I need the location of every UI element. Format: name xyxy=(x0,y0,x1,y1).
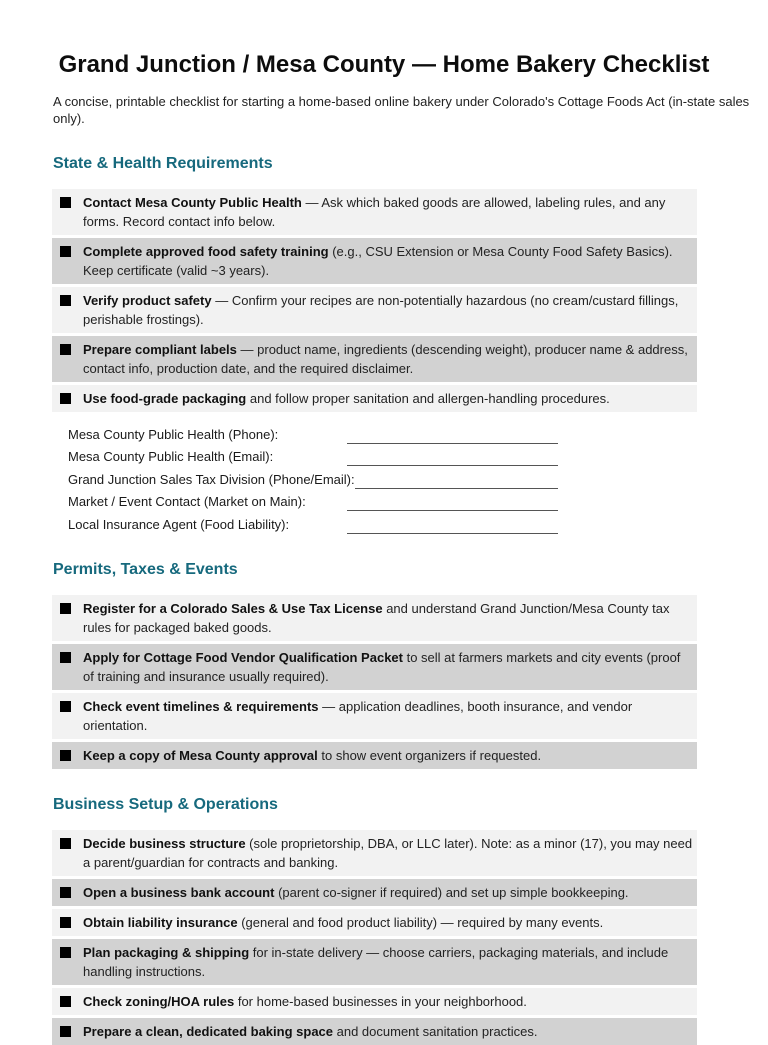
checkbox-icon xyxy=(60,701,71,712)
contact-field-label: Grand Junction Sales Tax Division (Phone/Email): xyxy=(68,471,355,487)
checklist-item-lead: Complete approved food safety training xyxy=(83,244,329,259)
checklist-item-text xyxy=(83,943,693,981)
checklist-item xyxy=(52,336,697,382)
contact-field-label: Market / Event Contact (Market on Main): xyxy=(68,494,306,509)
contact-field-row xyxy=(68,489,558,512)
checklist-item-detail: for in-state delivery — choose carriers, packaging materials, and include handling instructions. xyxy=(83,944,669,979)
fill-in-blank-line xyxy=(355,474,558,489)
checklist-item-text xyxy=(83,291,693,329)
checkbox-icon xyxy=(60,947,71,958)
checklist-item xyxy=(52,1018,697,1045)
contact-fields xyxy=(68,421,558,534)
checklist xyxy=(52,189,697,412)
checklist-item-text xyxy=(83,697,693,735)
checklist-item-detail: (parent co-signer if required) and set up simple bookkeeping. xyxy=(274,884,629,900)
page-subtitle: A concise, printable checklist for starting a home-based online bakery under Colorado's Cottage Foods Act (in-state sales only). xyxy=(53,94,750,126)
checklist-item-text xyxy=(83,193,693,231)
checklist-item-lead: Check zoning/HOA rules xyxy=(83,993,235,1009)
fill-in-blank-line xyxy=(347,429,558,444)
checklist-item-lead: Verify product safety xyxy=(83,293,212,308)
checklist-item-detail: and document sanitation practices. xyxy=(333,1023,538,1039)
checkbox-icon xyxy=(60,652,71,663)
checklist-item-text xyxy=(83,340,693,378)
checkbox-icon xyxy=(60,917,71,928)
checkbox-icon xyxy=(60,996,71,1007)
contact-field-label: Mesa County Public Health (Phone): xyxy=(68,426,279,442)
sections-container xyxy=(0,154,768,1045)
checklist-item xyxy=(52,879,697,906)
fill-in-blank-line xyxy=(347,451,558,466)
checklist-item xyxy=(52,238,697,284)
checklist-item xyxy=(52,909,697,936)
checklist-item-lead: Contact Mesa County Public Health xyxy=(83,195,302,210)
contact-field-row xyxy=(68,466,558,489)
contact-field-label: Mesa County Public Health (Email): xyxy=(68,449,274,464)
checkbox-icon xyxy=(60,246,71,257)
checkbox-icon xyxy=(60,393,71,404)
checklist-item-lead: Check event timelines & requirements xyxy=(83,698,319,714)
checklist-item-text xyxy=(83,883,629,902)
checkbox-icon xyxy=(60,295,71,306)
checklist-item-lead: Plan packaging & shipping xyxy=(83,944,250,960)
checklist xyxy=(52,595,697,769)
checklist-item-lead: Prepare a clean, dedicated baking space xyxy=(83,1023,334,1039)
checklist-item-text xyxy=(83,389,610,408)
checklist-item-detail: and understand Grand Junction/Mesa County tax rules for packaged baked goods. xyxy=(83,600,670,635)
checklist-item-text xyxy=(83,1022,538,1041)
checklist-item xyxy=(52,988,697,1015)
checklist-item-lead: Open a business bank account xyxy=(83,884,275,900)
checklist-item-text xyxy=(83,648,693,686)
checkbox-icon xyxy=(60,838,71,849)
checklist-item-lead: Use food-grade packaging xyxy=(83,391,247,406)
checklist-item-lead: Register for a Colorado Sales & Use Tax License xyxy=(83,600,383,616)
checklist-item-detail: (general and food product liability) — required by many events. xyxy=(237,914,604,930)
checklist-item-text xyxy=(83,834,693,872)
checklist-item-text xyxy=(83,992,527,1011)
checklist-item-text xyxy=(83,599,693,637)
checklist-item xyxy=(52,693,697,739)
contact-field-row xyxy=(68,421,558,444)
checklist-item xyxy=(52,385,697,412)
checklist-item xyxy=(52,742,697,769)
document-page xyxy=(0,50,768,1045)
checklist-item-lead: Prepare compliant labels xyxy=(83,342,237,357)
checkbox-icon xyxy=(60,887,71,898)
checklist-item xyxy=(52,939,697,985)
checkbox-icon xyxy=(60,344,71,355)
checklist-item xyxy=(52,644,697,690)
contact-field-row xyxy=(68,511,558,534)
checklist xyxy=(52,830,697,1045)
page-title: Grand Junction / Mesa County — Home Bakery Checklist xyxy=(58,51,710,78)
checklist-item-text xyxy=(83,242,693,280)
checklist-item-detail: (sole proprietorship, DBA, or LLC later). Note: as a minor (17), you may need a parent/guardian for contracts and banking. xyxy=(83,835,693,870)
checklist-item-lead: Apply for Cottage Food Vendor Qualification Packet xyxy=(83,649,403,665)
checklist-item xyxy=(52,595,697,641)
checklist-item-text xyxy=(83,746,541,765)
fill-in-blank-line xyxy=(347,496,558,511)
checklist-item-detail: — product name, ingredients (descending weight), producer name & address, contact info, production date, and the required disclaimer. xyxy=(83,342,688,376)
checkbox-icon xyxy=(60,197,71,208)
checklist-item-detail: and follow proper sanitation and allergen-handling procedures. xyxy=(246,391,610,406)
checklist-item-detail: for home-based businesses in your neighborhood. xyxy=(234,993,527,1009)
fill-in-blank-line xyxy=(347,519,558,534)
contact-field-row xyxy=(68,444,558,467)
contact-field-label: Local Insurance Agent (Food Liability): xyxy=(68,516,290,532)
checklist-item-detail: to sell at farmers markets and city events (proof of training and insurance usually required). xyxy=(83,649,681,684)
checklist-item-detail: — application deadlines, booth insurance, and vendor orientation. xyxy=(83,698,633,733)
checklist-item-detail: — Ask which baked goods are allowed, labeling rules, and any forms. Record contact info below. xyxy=(83,195,666,229)
checklist-item-detail: (e.g., CSU Extension or Mesa County Food Safety Basics). Keep certificate (valid ~3 years). xyxy=(83,244,673,278)
checklist-item-detail: — Confirm your recipes are non-potentially hazardous (no cream/custard fillings, perishable frostings). xyxy=(83,293,679,327)
checkbox-icon xyxy=(60,1026,71,1037)
checklist-item-lead: Decide business structure xyxy=(83,835,246,851)
checkbox-icon xyxy=(60,603,71,614)
checklist-item xyxy=(52,189,697,235)
checklist-item-detail: to show event organizers if requested. xyxy=(317,747,542,763)
section-heading: Business Setup & Operations xyxy=(53,795,278,813)
checklist-item xyxy=(52,830,697,876)
section-heading: State & Health Requirements xyxy=(53,155,273,172)
checkbox-icon xyxy=(60,750,71,761)
checklist-item-text xyxy=(83,913,603,932)
checklist-item xyxy=(52,287,697,333)
checklist-item-lead: Keep a copy of Mesa County approval xyxy=(83,747,318,763)
checklist-item-lead: Obtain liability insurance xyxy=(83,914,238,930)
section-heading: Permits, Taxes & Events xyxy=(53,560,238,578)
